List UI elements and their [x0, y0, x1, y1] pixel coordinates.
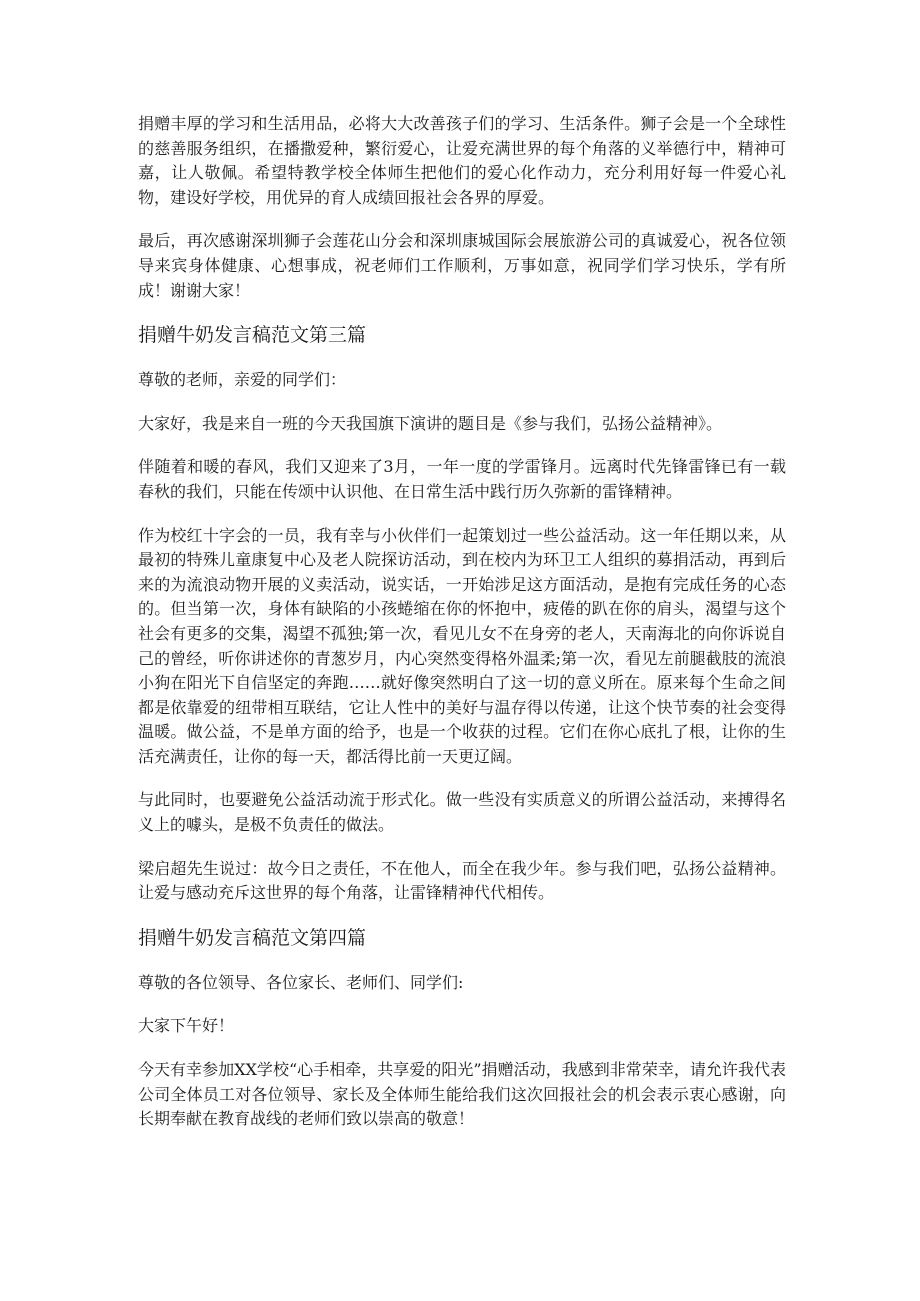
paragraph-honored: 今天有幸参加XX学校“心手相牵，共享爱的阳光”捐赠活动，我感到非常荣幸，请允许我代表公司全体员工对各位领导、家长及全体师生能给我们这次回报社会的机会表示衷心感谢，向长期奉献在教育战线的老师们致以崇高的敬意！ — [138, 1060, 786, 1129]
paragraph-good-afternoon: 大家下午好！ — [138, 1016, 235, 1036]
paragraph-salutation-2: 尊敬的各位领导、各位家长、老师们、同学们: — [138, 972, 464, 992]
paragraph-liang-qichao: 梁启超先生说过：故今日之责任，不在他人，而全在我少年。参与我们吧，弘扬公益精神。让爱与感动充斥这世界的每个角落，让雷锋精神代代相传。 — [138, 858, 786, 903]
paragraph-red-cross: 作为校红十字会的一员，我有幸与小伙伴们一起策划过一些公益活动。这一年任期以来，从最初的特殊儿童康复中心及老人院探访活动，到在校内为环卫工人组织的募捐活动，再到后来的为流浪动物开展的义卖活动，说实话，一开始涉足这方面活动，是抱有完成任务的心态的。但当第一次，身体有缺陷的小孩蜷缩在你的怀抱中，疲倦的趴在你的肩头，渴望与这个社会有更多的交集，渴望不孤独;第一次，看见儿女不在身旁的老人，天南海北的向你诉说自己的曾经，听你讲述你的青葱岁月，内心突然变得格外温柔;第一次，看见左前腿截肢的流浪小狗在阳光下自信坚定的奔跑……就好像突然明白了这一切的意义所在。原来每个生命之间都是依靠爱的纽带相互联结，它让人性中的美好与温存得以传递，让这个快节奏的社会变得温暖。做公益，不是单方面的给予，也是一个收获的过程。它们在你心底扎了根，让你的生活充满责任，让你的每一天，都活得比前一天更辽阔。 — [138, 525, 786, 766]
paragraph-greeting: 大家好，我是来自一班的今天我国旗下演讲的题目是《参与我们，弘扬公益精神》。 — [138, 413, 723, 433]
paragraph-avoid-formalism: 与此同时，也要避免公益活动流于形式化。做一些没有实质意义的所谓公益活动，来搏得名义上的噱头，是极不负责任的做法。 — [138, 790, 786, 835]
section-heading-fourth: 捐赠牛奶发言稿范文第四篇 — [138, 926, 367, 949]
document-body — [138, 112, 786, 1151]
paragraph-donation-intro: 捐赠丰厚的学习和生活用品，必将大大改善孩子们的学习、生活条件。狮子会是一个全球性的慈善服务组织，在播撒爱种，繁衍爱心，让爱充满世界的每个角落的义举德行中，精神可嘉，让人敬佩。希望特教学校全体师生把他们的爱心化作动力，充分利用好每一件爱心礼物，建设好学校，用优异的育人成绩回报社会各界的厚爱。 — [138, 114, 786, 207]
paragraph-salutation: 尊敬的老师，亲爱的同学们： — [138, 370, 347, 390]
paragraph-closing-thanks: 最后，再次感谢深圳狮子会莲花山分会和深圳康城国际会展旅游公司的真诚爱心，祝各位领导来宾身体健康、心想事成，祝老师们工作顺利，万事如意，祝同学们学习快乐，学有所成！谢谢大家！ — [138, 231, 786, 300]
section-heading-third: 捐赠牛奶发言稿范文第三篇 — [138, 324, 367, 347]
paragraph-spring-march: 伴随着和暖的春风，我们又迎来了3月，一年一度的学雷锋月。远离时代先锋雷锋已有一载春秋的我们，只能在传颂中认识他、在日常生活中践行历久弥新的雷锋精神。 — [138, 457, 786, 501]
